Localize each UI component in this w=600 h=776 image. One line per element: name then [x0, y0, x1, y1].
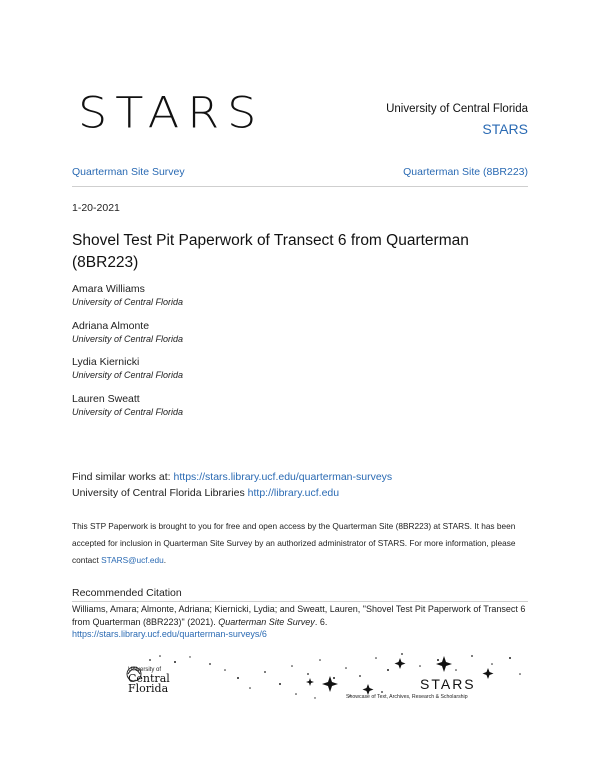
community-link[interactable]: Quarterman Site (8BR223) — [403, 166, 528, 178]
access-statement — [72, 518, 532, 569]
ucf-logo-line1: University of — [128, 667, 162, 673]
divider — [72, 601, 528, 602]
access-text: This STP Paperwork is brought to you for free and open access by the Quarterman Site (8BR223) at STARS. It has been accepted for inclusion in Quarterman Site Survey by an authorized administrator of STARS. For more information, please contact — [72, 521, 516, 565]
similar-label: Find similar works at: — [72, 471, 171, 483]
author-item — [72, 356, 183, 380]
recommended-citation-heading: Recommended Citation — [72, 587, 182, 599]
ucf-logo-line2: Central — [128, 672, 170, 685]
similar-works-link[interactable]: https://stars.library.ucf.edu/quarterman-surveys — [173, 471, 393, 483]
stars-logo: STARS — [78, 88, 265, 138]
author-item — [72, 393, 183, 417]
citation-journal: Quarterman Site Survey — [218, 616, 315, 627]
divider — [72, 186, 528, 187]
collection-link[interactable]: Quarterman Site Survey — [72, 166, 185, 178]
author-affiliation: University of Central Florida — [72, 334, 184, 344]
author-item — [72, 283, 183, 307]
page-title: Shovel Test Pit Paperwork of Transect 6 from Quarterman (8BR223) — [72, 232, 469, 271]
author-affiliation: University of Central Florida — [72, 370, 184, 380]
access-text-end: . — [163, 555, 167, 565]
institution-block — [386, 103, 528, 137]
citation-text — [72, 603, 532, 641]
citation-main: Williams, Amara; Almonte, Adriana; Kiernicki, Lydia; and Sweatt, Lauren, "Shovel Test Pit Paperwork of Transect 6 from Quarterman (8BR223)" (2021). — [72, 604, 526, 627]
citation-number: . 6. — [314, 616, 328, 627]
publication-date: 1-20-2021 — [72, 202, 120, 214]
footer-stars-logo: STARS — [420, 676, 476, 692]
library-link[interactable]: http://library.ucf.edu — [247, 487, 340, 499]
author-item — [72, 320, 183, 344]
citation-link[interactable]: https://stars.library.ucf.edu/quarterman-surveys/6 — [72, 629, 267, 639]
author-name: Lydia Kiernicki — [72, 356, 140, 368]
ucf-logo-line3: Florida — [128, 682, 169, 695]
author-name: Amara Williams — [72, 283, 145, 295]
similar-works — [72, 469, 392, 501]
library-label: University of Central Florida Libraries — [72, 487, 245, 499]
footer-tagline: Showcase of Text, Archives, Research & Scholarship — [346, 694, 468, 700]
author-affiliation: University of Central Florida — [72, 407, 184, 417]
footer-banner — [120, 648, 530, 708]
institution-name: University of Central Florida — [386, 103, 528, 115]
author-affiliation: University of Central Florida — [72, 297, 184, 307]
collection-nav — [72, 166, 528, 178]
author-name: Adriana Almonte — [72, 320, 150, 332]
contact-email-link[interactable]: STARS@ucf.edu — [101, 555, 164, 565]
repository-link[interactable]: STARS — [482, 121, 528, 137]
author-name: Lauren Sweatt — [72, 393, 140, 405]
